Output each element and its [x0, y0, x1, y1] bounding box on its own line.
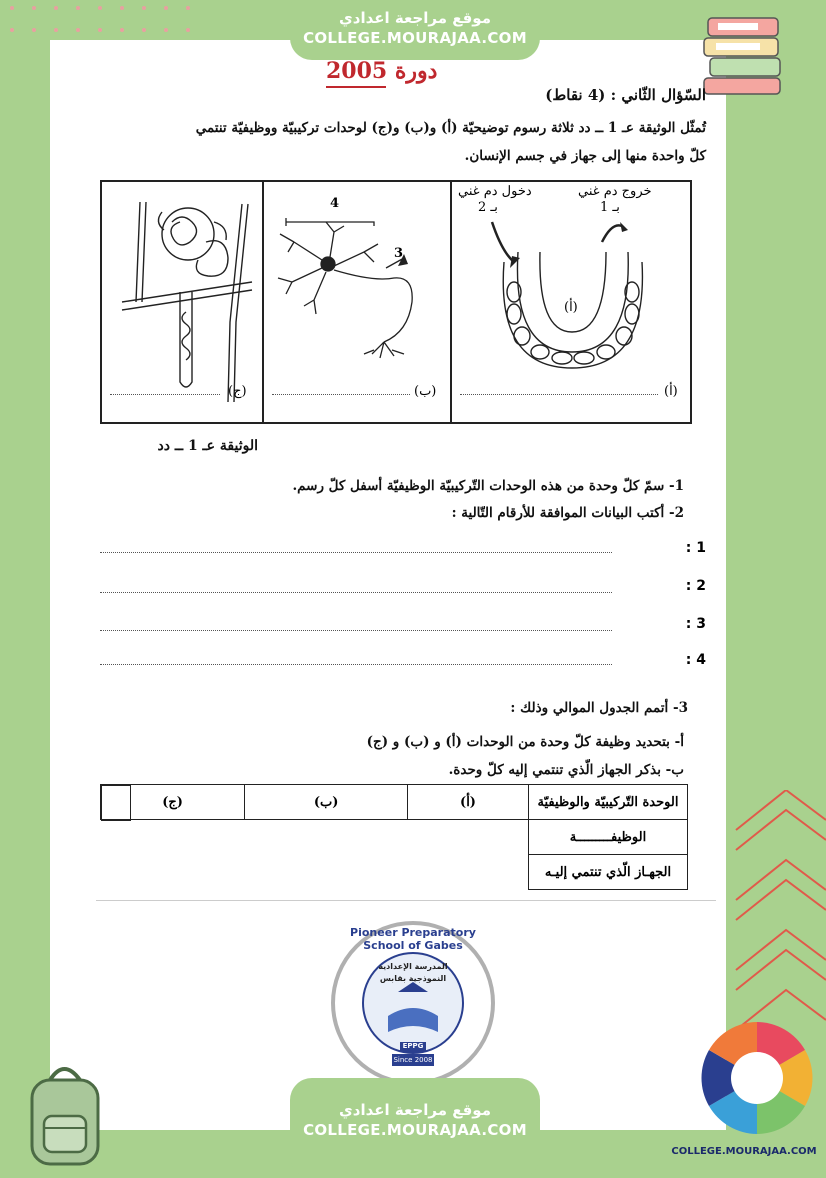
header-banner [290, 0, 540, 60]
figure-a-label: (أ) [664, 384, 678, 399]
table-header-b: (ب) [245, 785, 408, 820]
header-site-ar: موقع مراجعة اعدادي [339, 9, 491, 27]
table-row [101, 820, 688, 855]
figure-a-in-label: دخول دم غني [458, 184, 532, 199]
figure-b-number-4: 4 [330, 196, 340, 211]
question-3b: ب- بذكر الجهاز الّذي تنتمي إليه كلّ وحدة. [448, 762, 684, 778]
figure-a-answer-line [460, 394, 658, 395]
books-icon [700, 14, 792, 98]
divider [96, 900, 716, 901]
logo-ring-text: Pioneer Preparatory School of Gabes [350, 926, 476, 952]
figure-b-number-3: 3 [394, 246, 404, 261]
figure-b [262, 182, 450, 422]
question-3a: أ- بتحديد وظيفة كلّ وحدة من الوحدات (أ) و (ب) و (ج) [366, 734, 684, 750]
answer-line-2[interactable] [100, 592, 612, 593]
footer-banner [290, 1078, 540, 1178]
answer-line-3[interactable] [100, 630, 612, 631]
footer-site-en[interactable]: COLLEGE.MOURAJAA.COM [303, 1121, 527, 1139]
logo-abbr: EPPG [402, 1042, 424, 1050]
logo-since: Since 2008 [393, 1056, 433, 1064]
figure-c-label: (ج) [228, 384, 247, 399]
intro-line-1: تُمثّل الوثيقة عـ 1 ــ دد ثلاثة رسوم توضيحيّة (أ) و(ب) و(ج) لوحدات تركيبيّة ووظيفيّة تنتمي [195, 120, 706, 136]
answer-number-3: 3 : [685, 616, 706, 632]
document-caption: الوثيقة عـ 1 ــ دد [157, 438, 258, 454]
figure-b-label: (ب) [414, 384, 437, 399]
exam-session: دورة 2005 [326, 58, 438, 84]
intro-line-2: كلّ واحدة منها إلى جهاز في جسم الإنسان. [464, 148, 706, 164]
question-2: 2- أكتب البيانات الموافقة للأرقام التّالية : [451, 505, 684, 521]
document-figures [100, 180, 692, 424]
logo-ar-line-2: النموذجية بقابس [379, 974, 447, 983]
answer-line-4[interactable] [100, 664, 612, 665]
table-row-system-label: الجهـاز الّذي تنتمي إليـه [529, 855, 688, 890]
question-1: 1- سمّ كلّ وحدة من هذه الوحدات التّركيبيّة الوظيفيّة أسفل كلّ رسم. [292, 478, 684, 494]
table-row [101, 855, 688, 890]
question-3: 3- أتمم الجدول الموالي وذلك : [510, 700, 688, 716]
answer-number-4: 4 : [685, 652, 706, 668]
figure-a [450, 182, 690, 422]
answer-table [100, 784, 688, 890]
figure-a-out-number: بـ 1 [600, 200, 620, 215]
figure-a-out-label: خروج دم غني [578, 184, 652, 199]
answer-number-2: 2 : [685, 578, 706, 594]
logo-ar-line-1: المدرسة الإعدادية [378, 962, 448, 971]
question-title: السّؤال الثّاني : (4 نقاط) [545, 86, 706, 104]
table-header-c: (ج) [101, 785, 245, 820]
footer-site-ar: موقع مراجعة اعدادي [339, 1101, 491, 1119]
figure-a-center-label: (أ) [564, 300, 578, 315]
figure-b-answer-line [272, 394, 410, 395]
table-row-function-label: الوظيفـــــــــة [529, 820, 688, 855]
header-site-en[interactable]: COLLEGE.MOURAJAA.COM [303, 29, 527, 47]
table-cell[interactable] [101, 785, 131, 821]
decorative-dots [0, 0, 220, 40]
answer-line-1[interactable] [100, 552, 612, 553]
figure-c-answer-line [110, 394, 220, 395]
education-wheel-icon [694, 1020, 820, 1144]
table-header-a: (أ) [408, 785, 529, 820]
table-row [101, 785, 688, 820]
figure-c [102, 182, 262, 422]
answer-number-1: 1 : [685, 540, 706, 556]
corner-site-label[interactable]: COLLEGE.MOURAJAA.COM [671, 1146, 817, 1157]
figure-a-in-number: بـ 2 [478, 200, 498, 215]
chevrons-decoration [726, 790, 826, 1050]
table-header-unit: الوحدة التّركيبيّة والوظيفيّة [529, 785, 688, 820]
backpack-icon [14, 1054, 114, 1166]
school-logo [330, 920, 496, 1086]
session-underline [326, 86, 386, 88]
